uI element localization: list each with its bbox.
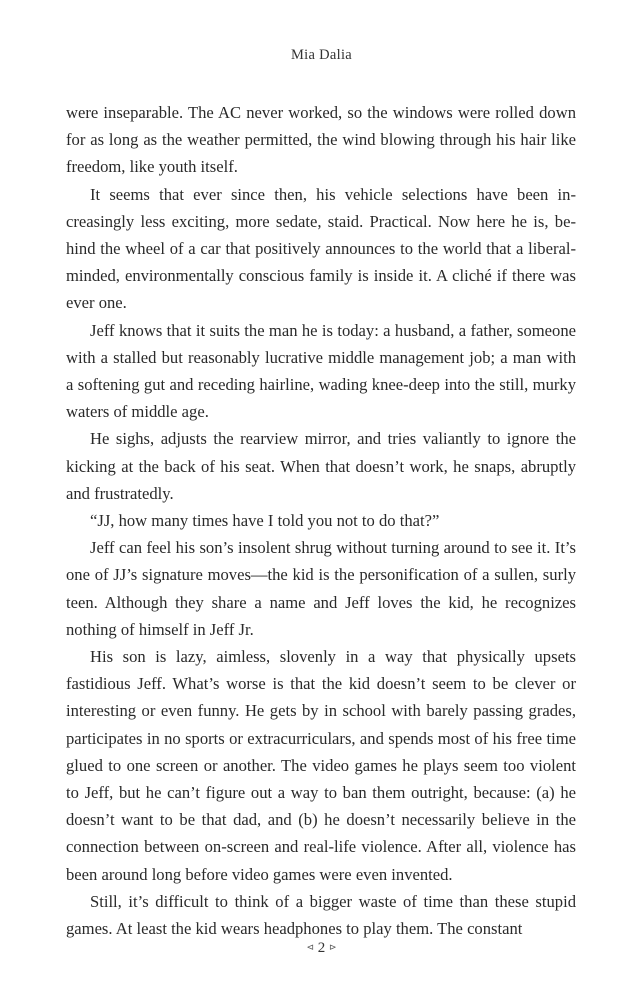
running-head: Mia Dalia [290,47,353,63]
paragraph: His son is lazy, aimless, slovenly in a way that physically upsets fastidious Jeff. What’s worse is that the kid doesn’t seem to be clever or interesting or even funny. He gets by in school with barely passing grades, participates in no sports or extracurriculars, and spends most of his free time glued to one screen or another. The video games he plays seem too violent to Jeff, but he can’t figure out a way to ban them outright, because: (a) he doesn’t want to be that dad, and (b) he doesn’t necessarily believe in the connection between on-screen and real-life violence. After all, violence has been around long before video games were even invented. [66,647,576,884]
body-text [66,99,576,942]
ornament-right-icon: ⊳ [329,942,337,952]
paragraph: He sighs, adjusts the rearview mirror, and tries valiantly to ignore the kicking at the back of his seat. When that doesn’t work, he snaps, abruptly and frustratedly. [66,429,576,503]
paragraph: Jeff knows that it suits the man he is today: a husband, a father, someone with a stalled but reasonably lucrative middle management job; a man with a softening gut and receding hairline, wading knee-deep into the still, murky waters of middle age. [66,320,576,422]
paragraph: Jeff can feel his son’s insolent shrug without turning around to see it. It’s one of JJ’s signature moves—the kid is the personification of a sullen, surly teen. Although they share a name and Jeff loves the kid, he recognizes nothing of himself in Jeff Jr. [66,538,576,639]
ornament-left-icon: ⊲ [306,942,314,952]
paragraph: “JJ, how many times have I told you not to do that?” [90,511,440,531]
page-number: 2 [317,940,326,956]
paragraph: Still, it’s difficult to think of a bigger waste of time than these stupid games. At least the kid wears headphones to play them. The constant [66,891,576,939]
paragraph: It seems that ever since then, his vehicle selections have been increasingly less exciting, more sedate, staid. Practical. Now here he is, behind the wheel of a car that positively announces to the world that a liberal-minded, environmentally conscious family is inside it. A cliché if there was ever one. [66,184,576,313]
paragraph: were inseparable. The AC never worked, so the windows were rolled down for as long as the weather permitted, the wind blowing through his hair like freedom, like youth itself. [66,103,576,177]
page-number-footer [0,940,643,957]
